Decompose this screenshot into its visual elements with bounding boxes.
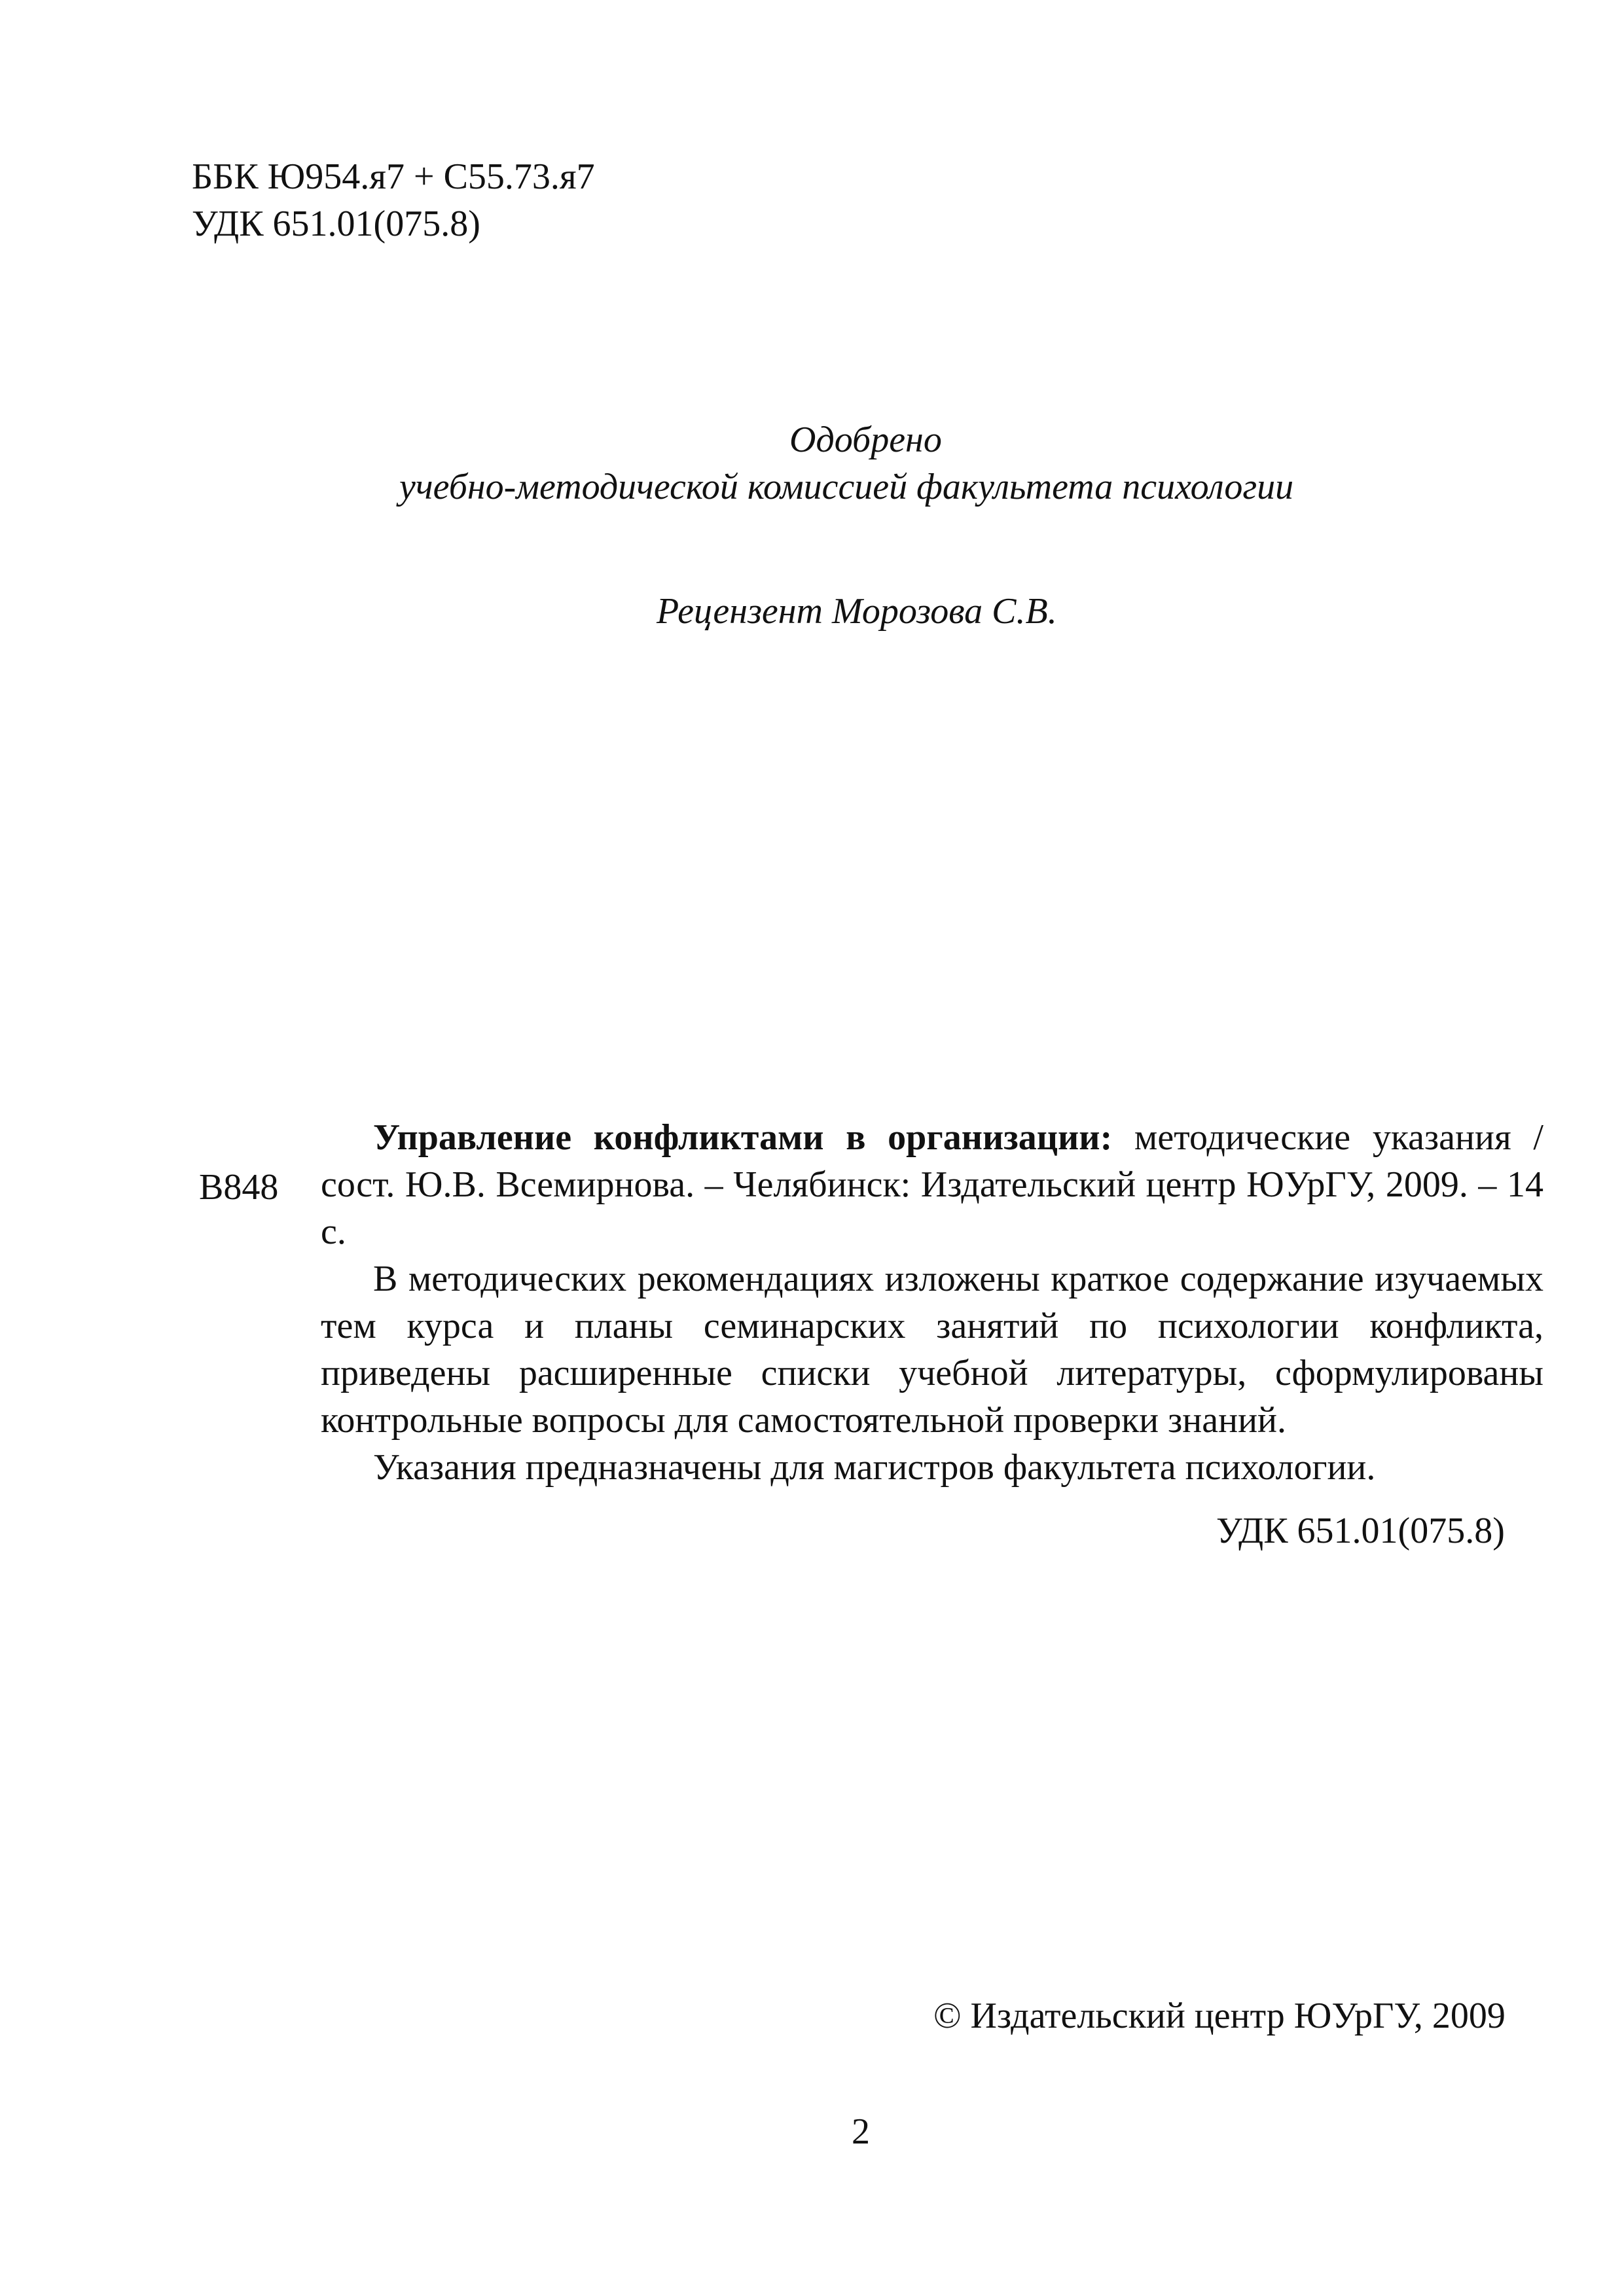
bbk-index: ББК Ю954.я7 + С55.73.я7 [192, 156, 595, 197]
page-number: 2 [852, 2111, 870, 2152]
udk-index: УДК 651.01(075.8) [192, 204, 480, 244]
annotation-purpose: Указания предназначены для магистров факультета психологии. [373, 1447, 1376, 1488]
approval-commission: учебно-методической комиссией факультета психологии [399, 467, 1294, 507]
reviewer: Рецензент Морозова С.В. [657, 591, 1057, 632]
bibliographic-details: методические указания / сост. Ю.В. Всемирнова. – Челябинск: Издательский центр ЮУрГУ, 2009. – 14 с. [321, 1117, 1543, 1252]
book-title: Управление конфликтами в организации: [373, 1117, 1113, 1158]
approval-heading: Одобрено [789, 420, 942, 460]
bibliographic-record [321, 1114, 1543, 1255]
author-code: В848 [199, 1167, 279, 1208]
annotation-description: В методических рекомендациях изложены краткое содержание изучаемых тем курса и планы семинарских занятий по психологии конфликта, приведены расширенные списки учебной литературы, сформулированы контрольные вопросы для самостоятельной проверки знаний. [321, 1259, 1543, 1441]
copyright: © Издательский центр ЮУрГУ, 2009 [933, 1996, 1506, 2036]
udk-index-bottom: УДК 651.01(075.8) [1216, 1511, 1505, 1551]
